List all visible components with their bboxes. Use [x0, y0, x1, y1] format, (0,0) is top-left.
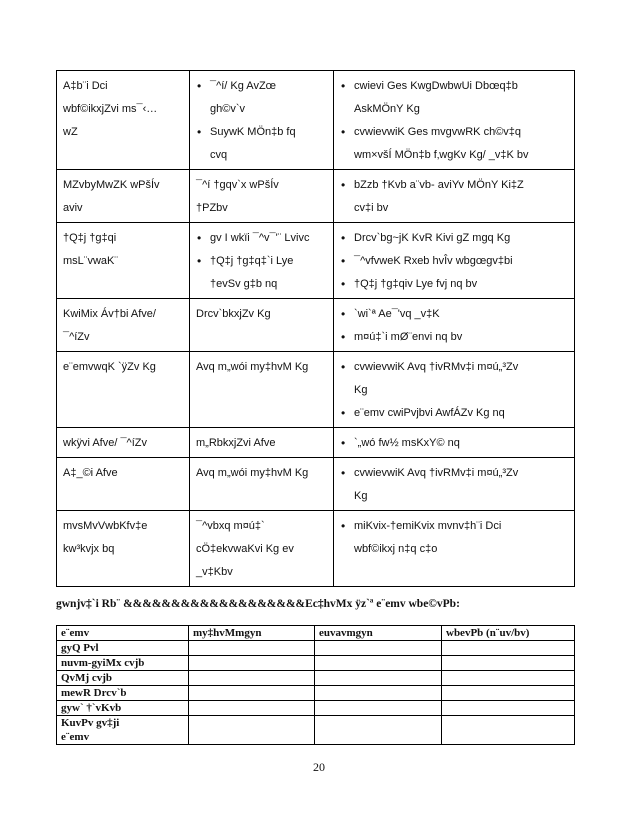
effect-cell: [190, 428, 334, 458]
table-row: [57, 223, 575, 299]
main-table: [56, 70, 575, 587]
consequence-cell: [334, 299, 575, 352]
effect-cell: [190, 71, 334, 170]
bullet-list: [340, 462, 568, 508]
consequence-cell: [334, 71, 575, 170]
bullet-item: • miKvix-†emiKvix mvnv‡h¨i Dci wbf©ikxj n‡q c‡o: [340, 515, 568, 561]
bullet-item: • gv I wkïi ¯^v¯'¨ Lvivc: [196, 227, 327, 250]
effect-cell: [190, 458, 334, 511]
table-row: [57, 671, 575, 686]
problem-cell: [57, 299, 190, 352]
bullet-item: • †Q‡j †g‡qiv Lye fvj nq bv: [340, 273, 568, 296]
selection-cell[interactable]: [442, 641, 575, 656]
table-row: [57, 656, 575, 671]
cell-text: Avq m„wói my‡hvM Kg: [196, 361, 309, 373]
cell-text: e¨emvwqK `ÿZv Kg: [63, 361, 156, 373]
opportunities-cell: [189, 686, 315, 701]
selection-cell[interactable]: [442, 656, 575, 671]
table-row: [57, 716, 575, 745]
cell-text: wkÿvi Afve/ ¯^íZv: [63, 437, 147, 449]
section-heading: gwnjv‡`i Rb¨ &&&&&&&&&&&&&&&&&&&Ec‡hvMx ÿz`ª e¨emv wbe©vPb:: [56, 598, 460, 610]
table-row: [57, 352, 575, 428]
bullet-item: • SuywK MÖn‡b fq cvq: [196, 121, 327, 167]
header-business: e¨emv: [57, 626, 189, 641]
bullet-list: [340, 174, 568, 220]
selection-cell[interactable]: [442, 686, 575, 701]
effect-cell: [190, 223, 334, 299]
header-selection: wbevPb (n¨uv/bv): [442, 626, 575, 641]
header-constraints: euvavmgyn: [315, 626, 442, 641]
page-number: 20: [313, 760, 325, 774]
constraints-cell: [315, 716, 442, 745]
problem-cell: [57, 458, 190, 511]
bullet-item: • cvwievwiK Avq †ivRMv‡i m¤ú„³Zv Kg: [340, 462, 568, 508]
business-selection-table: [56, 625, 575, 745]
consequence-cell: [334, 511, 575, 587]
business-name-cell: gyQ Pvl: [57, 641, 189, 656]
problem-cell: [57, 352, 190, 428]
opportunities-cell: [189, 716, 315, 745]
bullet-item: • bZzb †Kvb a¨vb- aviYv MÖnY Ki‡Z cv‡i bv: [340, 174, 568, 220]
business-name-cell: mewR Drcv`b: [57, 686, 189, 701]
opportunities-cell: [189, 671, 315, 686]
table-row: [57, 686, 575, 701]
selection-cell[interactable]: [442, 701, 575, 716]
bullet-list: [340, 356, 568, 425]
table-row: [57, 701, 575, 716]
bullet-item: • ¯^vfvweK Rxeb hvÎv wbgœgv‡bi: [340, 250, 568, 273]
consequence-cell: [334, 223, 575, 299]
bullet-item: • ¯^í/ Kg AvZœ gh©v`v: [196, 75, 327, 121]
bullet-list: [340, 227, 568, 296]
table-row: [57, 641, 575, 656]
sub-table-header-row: [57, 626, 575, 641]
effect-cell: [190, 299, 334, 352]
sub-table-body: [57, 641, 575, 745]
consequence-cell: [334, 458, 575, 511]
consequence-cell: [334, 170, 575, 223]
problem-cell: [57, 428, 190, 458]
bullet-list: [340, 432, 568, 455]
problem-cell: [57, 71, 190, 170]
business-name-cell: QvMj cvjb: [57, 671, 189, 686]
business-name-cell: nuvm-gyiMx cvjb: [57, 656, 189, 671]
cell-text: Avq m„wói my‡hvM Kg: [196, 467, 309, 479]
bullet-list: [340, 303, 568, 349]
constraints-cell: [315, 671, 442, 686]
cell-text: A‡_©i Afve: [63, 467, 118, 479]
effect-cell: [190, 511, 334, 587]
cell-text: MZvbyMwZK wPšÍv aviv: [63, 179, 160, 214]
constraints-cell: [315, 701, 442, 716]
bullet-list: [196, 227, 327, 296]
table-row: [57, 458, 575, 511]
selection-cell[interactable]: [442, 716, 575, 745]
cell-text: †Q‡j †g‡qi msL¨vwaK¨: [63, 232, 119, 267]
business-name-cell: gyw` †`vKvb: [57, 701, 189, 716]
bullet-item: • `wi`ª Ae¯'vq _v‡K: [340, 303, 568, 326]
bullet-item: • e¨emv cwiPvjbvi AwfÁZv Kg nq: [340, 402, 568, 425]
table-row: [57, 428, 575, 458]
bullet-item: • `„wó fw½ msKxY© nq: [340, 432, 568, 455]
cell-text: Drcv`bkxjZv Kg: [196, 308, 271, 320]
main-table-body: [57, 71, 575, 587]
table-row: [57, 511, 575, 587]
bullet-item: • cvwievwiK Avq †ivRMv‡i m¤ú„³Zv Kg: [340, 356, 568, 402]
cell-text: m„RbkxjZvi Afve: [196, 437, 276, 449]
bullet-item: • m¤ú‡`i mØ¨envi nq bv: [340, 326, 568, 349]
cell-text: A‡b¨i Dci wbf©ikxjZvi ms¯‹… wZ: [63, 80, 158, 138]
constraints-cell: [315, 641, 442, 656]
problem-cell: [57, 170, 190, 223]
table-row: [57, 71, 575, 170]
selection-cell[interactable]: [442, 671, 575, 686]
bullet-item: • †Q‡j †g‡q‡`i Lye †evSv g‡b nq: [196, 250, 327, 296]
consequence-cell: [334, 352, 575, 428]
cell-text: ¯^í †gqv`x wPšÍv †PZbv: [196, 179, 279, 214]
bullet-item: • cwievi Ges KwgDwbwUi Dbœq‡b AskMÖnY Kg: [340, 75, 568, 121]
opportunities-cell: [189, 641, 315, 656]
opportunities-cell: [189, 701, 315, 716]
bullet-item: • cvwievwiK Ges mvgvwRK ch©v‡q wm×všÍ MÖn‡b f‚wgKv Kg/ _v‡K bv: [340, 121, 568, 167]
consequence-cell: [334, 428, 575, 458]
constraints-cell: [315, 686, 442, 701]
bullet-item: • Drcv`bg~jK KvR Kivi gZ mgq Kg: [340, 227, 568, 250]
bullet-list: [196, 75, 327, 167]
table-row: [57, 299, 575, 352]
constraints-cell: [315, 656, 442, 671]
cell-text: KwiMix Áv†bi Afve/ ¯^íZv: [63, 308, 156, 343]
problem-cell: [57, 511, 190, 587]
bullet-list: [340, 75, 568, 167]
problem-cell: [57, 223, 190, 299]
business-name-cell: KuvPv gv‡ji e¨emv: [57, 716, 189, 745]
bullet-list: [340, 515, 568, 561]
effect-cell: [190, 352, 334, 428]
cell-text: mvsMvVwbKfv‡e kw³kvjx bq: [63, 520, 148, 555]
header-opportunities: my‡hvMmgyn: [189, 626, 315, 641]
effect-cell: [190, 170, 334, 223]
cell-text: ¯^vbxq m¤ú‡` cÖ‡ekvwaKvi Kg ev _v‡Kbv: [196, 520, 294, 578]
table-row: [57, 170, 575, 223]
opportunities-cell: [189, 656, 315, 671]
